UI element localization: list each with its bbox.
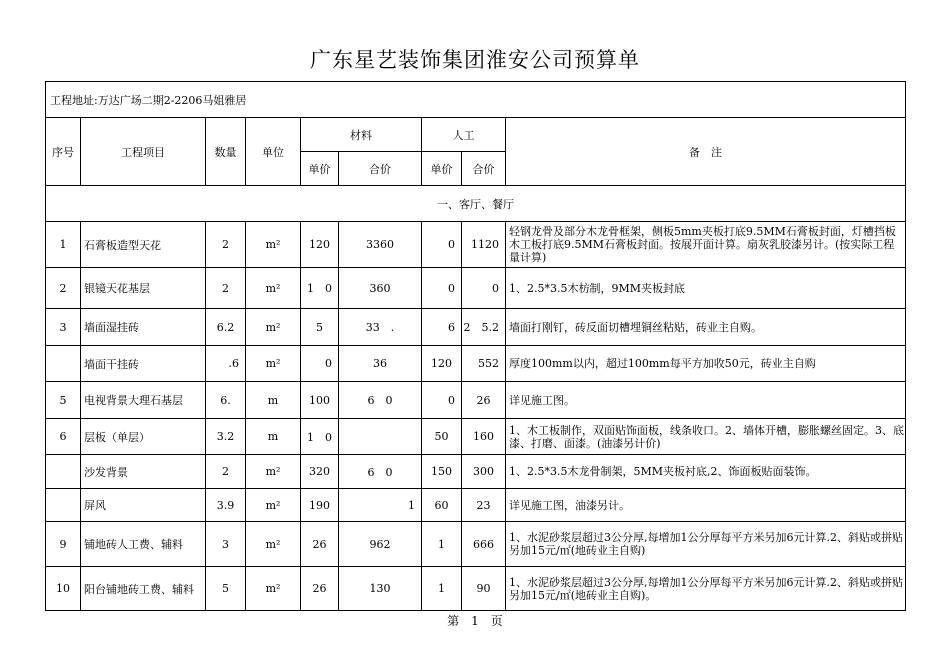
row-item: 银镜天花基层 [81, 268, 206, 309]
row-seq: 3 [46, 309, 81, 346]
row-remark: 墙面打刚钉，砖反面切槽埋铜丝粘贴，砖业主自购。 [506, 309, 906, 346]
table-row [46, 419, 906, 455]
row-qty: 6. [206, 382, 246, 419]
row-seq [46, 346, 81, 382]
row-labor-price: 1 [422, 522, 462, 567]
page-title: 广东星艺装饰集团淮安公司预算单 [310, 48, 640, 72]
row-material-price: 0 [301, 346, 339, 382]
budget-table [45, 81, 906, 611]
row-labor-total: 1120 [462, 222, 506, 268]
row-unit: m² [246, 346, 301, 382]
row-material-total: 6 0 [339, 455, 422, 489]
row-labor-price: 60 [422, 489, 462, 522]
row-labor-total: 160 [462, 419, 506, 455]
header-material-total: 合价 [339, 152, 422, 186]
row-qty: 6.2 [206, 309, 246, 346]
table-row [46, 489, 906, 522]
row-remark: 详见施工图。 [506, 382, 906, 419]
row-item: 墙面湿挂砖 [81, 309, 206, 346]
row-unit: m [246, 382, 301, 419]
row-labor-price: 150 [422, 455, 462, 489]
row-material-price: 120 [301, 222, 339, 268]
row-material-price: 100 [301, 382, 339, 419]
row-qty: 3.9 [206, 489, 246, 522]
row-qty: 2 [206, 222, 246, 268]
table-row [46, 346, 906, 382]
header-labor-unit-price: 单价 [422, 152, 462, 186]
row-labor-total: 2 5.2 [462, 309, 506, 346]
row-labor-total: 0 [462, 268, 506, 309]
row-unit: m² [246, 268, 301, 309]
row-material-total: 3360 [339, 222, 422, 268]
row-remark: 轻钢龙骨及部分木龙骨框架，侧板5mm夹板打底9.5MM石膏板封面，灯槽挡板木工板打底9.5MM石膏板封面。按展开面计算。扇灰乳胶漆另计。(按实际工程量计算) [506, 222, 906, 268]
row-material-price: 190 [301, 489, 339, 522]
row-labor-total: 666 [462, 522, 506, 567]
row-material-total: 962 [339, 522, 422, 567]
row-seq: 1 [46, 222, 81, 268]
row-labor-price: 0 [422, 268, 462, 309]
header-material: 材料 [301, 118, 422, 152]
row-unit: m [246, 419, 301, 455]
row-remark: 1、水泥砂浆层超过3公分厚,每增加1公分厚每平方米另加6元计算.2、斜贴或拼贴另加15元/㎡(地砖业主自购) [506, 522, 906, 567]
row-labor-total: 90 [462, 567, 506, 611]
header-labor-total: 合价 [462, 152, 506, 186]
row-labor-price: 50 [422, 419, 462, 455]
row-qty: 2 [206, 268, 246, 309]
row-seq [46, 489, 81, 522]
row-material-total: 36 [339, 346, 422, 382]
row-qty: 3.2 [206, 419, 246, 455]
header-labor: 人工 [422, 118, 506, 152]
row-item: 石膏板造型天花 [81, 222, 206, 268]
row-material-price: 26 [301, 567, 339, 611]
row-labor-total: 552 [462, 346, 506, 382]
row-unit: m² [246, 567, 301, 611]
row-item: 层板（单层） [81, 419, 206, 455]
row-labor-price: 6 [422, 309, 462, 346]
row-seq: 2 [46, 268, 81, 309]
table-row [46, 382, 906, 419]
row-remark: 1、水泥砂浆层超过3公分厚,每增加1公分厚每平方米另加6元计算.2、斜贴或拼贴另加15元/㎡(地砖业主自购)。 [506, 567, 906, 611]
row-material-price: 1 0 [301, 419, 339, 455]
row-seq: 5 [46, 382, 81, 419]
row-material-price: 5 [301, 309, 339, 346]
row-remark: 1、2.5*3.5木枋制，9MM夹板封底 [506, 268, 906, 309]
row-labor-price: 0 [422, 222, 462, 268]
table-row [46, 455, 906, 489]
row-item: 墙面干挂砖 [81, 346, 206, 382]
page-number: 第 1 页 [447, 614, 503, 628]
row-unit: m² [246, 309, 301, 346]
table-row [46, 309, 906, 346]
table-row [46, 268, 906, 309]
row-seq [46, 455, 81, 489]
header-material-unit-price: 单价 [301, 152, 339, 186]
row-remark: 1、2.5*3.5木龙骨制架，5MM夹板衬底,2、饰面板贴面装饰。 [506, 455, 906, 489]
row-labor-total: 300 [462, 455, 506, 489]
row-material-price: 26 [301, 522, 339, 567]
row-item: 电视背景大理石基层 [81, 382, 206, 419]
row-unit: m² [246, 522, 301, 567]
row-labor-price: 0 [422, 382, 462, 419]
row-labor-price: 120 [422, 346, 462, 382]
header-item: 工程项目 [81, 118, 206, 186]
row-material-total: 33 . [339, 309, 422, 346]
header-qty: 数量 [206, 118, 246, 186]
row-material-total: 360 [339, 268, 422, 309]
row-qty: 5 [206, 567, 246, 611]
row-item: 屏风 [81, 489, 206, 522]
row-seq: 6 [46, 419, 81, 455]
row-qty: .6 [206, 346, 246, 382]
row-remark: 详见施工图，油漆另计。 [506, 489, 906, 522]
row-seq: 10 [46, 567, 81, 611]
row-material-total [339, 419, 422, 455]
row-seq: 9 [46, 522, 81, 567]
header-unit: 单位 [246, 118, 301, 186]
row-item: 沙发背景 [81, 455, 206, 489]
row-unit: m² [246, 455, 301, 489]
row-qty: 3 [206, 522, 246, 567]
row-remark: 厚度100mm以内，超过100mm每平方加收50元，砖业主自购 [506, 346, 906, 382]
row-material-price: 320 [301, 455, 339, 489]
table-row [46, 522, 906, 567]
row-labor-total: 26 [462, 382, 506, 419]
row-material-total: 1 [339, 489, 422, 522]
section-title: 一、客厅、餐厅 [46, 186, 906, 222]
project-address: 工程地址:万达广场二期2-2206马姐雅居 [46, 82, 906, 118]
table-row [46, 567, 906, 611]
row-unit: m² [246, 489, 301, 522]
row-material-price: 1 0 [301, 268, 339, 309]
row-unit: m² [246, 222, 301, 268]
row-item: 铺地砖人工费、辅料 [81, 522, 206, 567]
row-qty: 2 [206, 455, 246, 489]
table-row [46, 222, 906, 268]
row-material-total: 130 [339, 567, 422, 611]
row-labor-total: 23 [462, 489, 506, 522]
row-remark: 1、木工板制作，双面贴饰面板，线条收口。2、墙体开槽，膨胀螺丝固定。3、底漆、打磨、面漆。(油漆另计价) [506, 419, 906, 455]
row-material-total: 6 0 [339, 382, 422, 419]
row-labor-price: 1 [422, 567, 462, 611]
header-seq: 序号 [46, 118, 81, 186]
header-remark: 备 注 [506, 118, 906, 186]
row-item: 阳台铺地砖工费、辅料 [81, 567, 206, 611]
